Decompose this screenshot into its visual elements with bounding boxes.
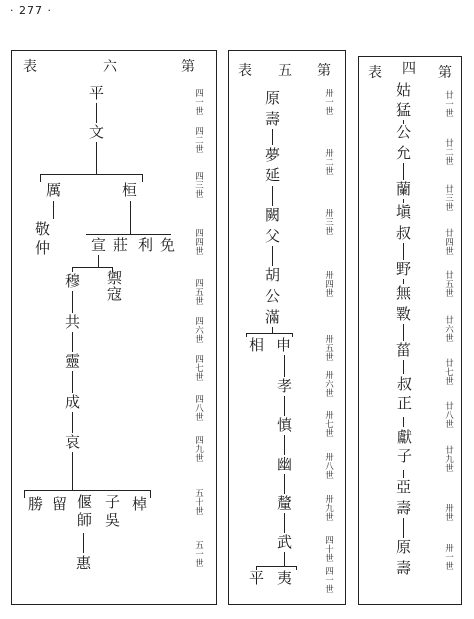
name-gu: 姑: [396, 81, 412, 99]
name-fu: 父: [265, 227, 281, 245]
name-shou: 壽: [265, 110, 281, 128]
lineage-line: [96, 142, 97, 174]
name-xianzi: 獻子: [395, 429, 413, 467]
name-wen: 文: [89, 123, 105, 141]
generation-label: 四 三 世: [195, 172, 204, 200]
lineage-line: [272, 246, 273, 266]
name-gong: 公: [265, 287, 281, 305]
lineage-line: [284, 435, 285, 455]
generation-label: 卅 九 世: [325, 495, 334, 523]
lineage-line: [403, 324, 404, 341]
generation-label: 四 五 世: [195, 279, 204, 307]
name-yuan: 原: [396, 538, 412, 556]
name-you: 幽: [277, 455, 293, 473]
lineage-line: [296, 566, 297, 570]
name-meng: 猛: [396, 101, 412, 119]
generation-label: 卅 三 世: [325, 209, 334, 237]
generation-label: 廿 八 世: [445, 402, 454, 430]
name-shuzheng: 叔正: [395, 376, 413, 414]
name-zhuang: 莊: [113, 236, 129, 254]
name-xuan: 宣: [91, 236, 107, 254]
generation-label: 四 一 世: [325, 567, 334, 595]
generation-label: 卅 世: [445, 504, 454, 523]
generation-label: 四 八 世: [195, 395, 204, 423]
name-gong: 公: [396, 123, 412, 141]
lineage-line: [83, 533, 84, 553]
name-jingzhong: 敬仲: [33, 221, 51, 259]
lineage-line: [284, 513, 285, 533]
table-six-title-di: 第: [181, 59, 195, 75]
name-yanshi: 偃師: [75, 494, 93, 530]
name-xiang: 相: [249, 336, 265, 354]
name-zi: 菑: [396, 341, 412, 359]
name-shou: 壽: [396, 499, 412, 517]
lineage-line: [72, 332, 73, 352]
lineage-line: [142, 174, 143, 182]
name-ya: 亞: [396, 478, 412, 496]
name-shu2: 斁: [396, 305, 412, 323]
name-liu: 留: [52, 495, 68, 513]
name-tian: 塡: [396, 203, 412, 221]
name-lan: 蘭: [396, 180, 412, 198]
lineage-line: [284, 474, 285, 494]
name-cheng: 成: [65, 393, 81, 411]
name-li: 厲: [46, 181, 62, 199]
name-hui: 惠: [76, 554, 92, 572]
table-four-title-biao: 表: [368, 65, 382, 81]
generation-label: 廿 四 世: [445, 229, 454, 257]
name-yi: 夷: [277, 569, 293, 587]
branch-line: [246, 333, 292, 334]
name-shen2: 慎: [277, 416, 293, 434]
lineage-line: [96, 103, 97, 123]
generation-label: 廿 九 世: [445, 446, 454, 474]
lineage-line: [72, 371, 73, 393]
generation-label: 四 九 世: [195, 436, 204, 464]
name-yuan: 原: [265, 89, 281, 107]
name-mian: 免: [160, 236, 176, 254]
generation-label: 五 十 世: [195, 489, 204, 517]
lineage-line: [284, 552, 285, 566]
generation-label: 廿 七 世: [445, 359, 454, 387]
generation-label: 卅 五 世: [325, 335, 334, 363]
name-shen: 申: [276, 336, 292, 354]
table-four-title-num: 四: [402, 61, 416, 77]
table-five-title-biao: 表: [238, 63, 252, 79]
name-ye: 野: [396, 260, 412, 278]
generation-label: 卅 七 世: [325, 411, 334, 439]
table-six-title-biao: 表: [23, 59, 37, 75]
generation-label: 卅 六 世: [325, 371, 334, 399]
lineage-line: [24, 490, 25, 498]
lineage-line: [403, 243, 404, 260]
name-wu: 無: [396, 284, 412, 302]
name-xiao: 孝: [277, 377, 293, 395]
name-man: 滿: [265, 308, 281, 326]
lineage-line: [403, 360, 404, 374]
generation-label: 四 四 世: [195, 229, 204, 257]
name-huan: 桓: [122, 181, 138, 199]
generation-label: 廿 二 世: [445, 139, 454, 167]
name-shou2: 壽: [396, 559, 412, 577]
generation-label: 卅 二 世: [325, 149, 334, 177]
name-sheng: 勝: [28, 495, 44, 513]
name-yun: 允: [396, 144, 412, 162]
table-five-title-di: 第: [317, 63, 331, 79]
lineage-line: [403, 417, 404, 427]
branch-line: [40, 174, 142, 175]
generation-label: 卅 八 世: [325, 453, 334, 481]
table-five-title-num: 五: [278, 63, 292, 79]
generation-label: 四 七 世: [195, 355, 204, 383]
lineage-line: [130, 201, 131, 234]
lineage-line: [403, 518, 404, 538]
name-zhuo: 棹: [132, 495, 148, 513]
generation-label: 五 一 世: [195, 541, 204, 569]
lineage-line: [53, 201, 54, 219]
name-mu: 穆: [65, 272, 81, 290]
table-six-title-num: 六: [103, 59, 117, 75]
generation-label: 廿 一 世: [445, 91, 454, 119]
branch-line: [72, 267, 112, 268]
lineage-line: [150, 490, 151, 498]
name-gong: 共: [65, 313, 81, 331]
lineage-line: [98, 255, 99, 267]
name-wu: 武: [277, 533, 293, 551]
lineage-line: [72, 412, 73, 433]
page-number: · 277 ·: [10, 4, 52, 17]
name-ai: 哀: [65, 433, 81, 451]
generation-label: 廿 五 世: [445, 271, 454, 299]
lineage-line: [403, 470, 404, 478]
lineage-line: [246, 333, 247, 337]
name-yukou: 禦寇: [105, 270, 123, 302]
branch-line: [24, 490, 150, 491]
lineage-line: [284, 355, 285, 377]
generation-label: 四 六 世: [195, 317, 204, 345]
lineage-line: [40, 174, 41, 182]
name-hu: 胡: [265, 266, 281, 284]
branch-line: [86, 234, 171, 235]
name-li: 釐: [277, 494, 293, 512]
lineage-line: [284, 396, 285, 416]
name-yan: 延: [265, 166, 281, 184]
name-meng: 夢: [265, 146, 281, 164]
generation-label: 四 一 世: [195, 89, 204, 117]
generation-label: 廿 六 世: [445, 316, 454, 344]
lineage-line: [272, 129, 273, 145]
lineage-line: [72, 291, 73, 313]
table-four-title-di: 第: [438, 65, 452, 81]
lineage-line: [272, 186, 273, 206]
generation-label: 卅 一 世: [445, 544, 454, 572]
generation-label: 廿 三 世: [445, 185, 454, 213]
generation-label: 卅 一 世: [325, 89, 334, 117]
generation-label: 四 二 世: [195, 127, 204, 155]
name-que: 闕: [265, 206, 281, 224]
name-ping: 平: [249, 569, 265, 587]
lineage-line: [292, 333, 293, 337]
lineage-line: [72, 452, 73, 490]
branch-line: [256, 566, 296, 567]
name-li2: 利: [138, 236, 154, 254]
generation-label: 卅 四 世: [325, 271, 334, 299]
generation-label: 四 十 世: [325, 536, 334, 564]
name-ping: 平: [89, 84, 105, 102]
name-ling: 靈: [65, 352, 81, 370]
lineage-line: [403, 163, 404, 180]
name-shu: 叔: [396, 224, 412, 242]
name-ziwu: 子吳: [103, 494, 121, 530]
